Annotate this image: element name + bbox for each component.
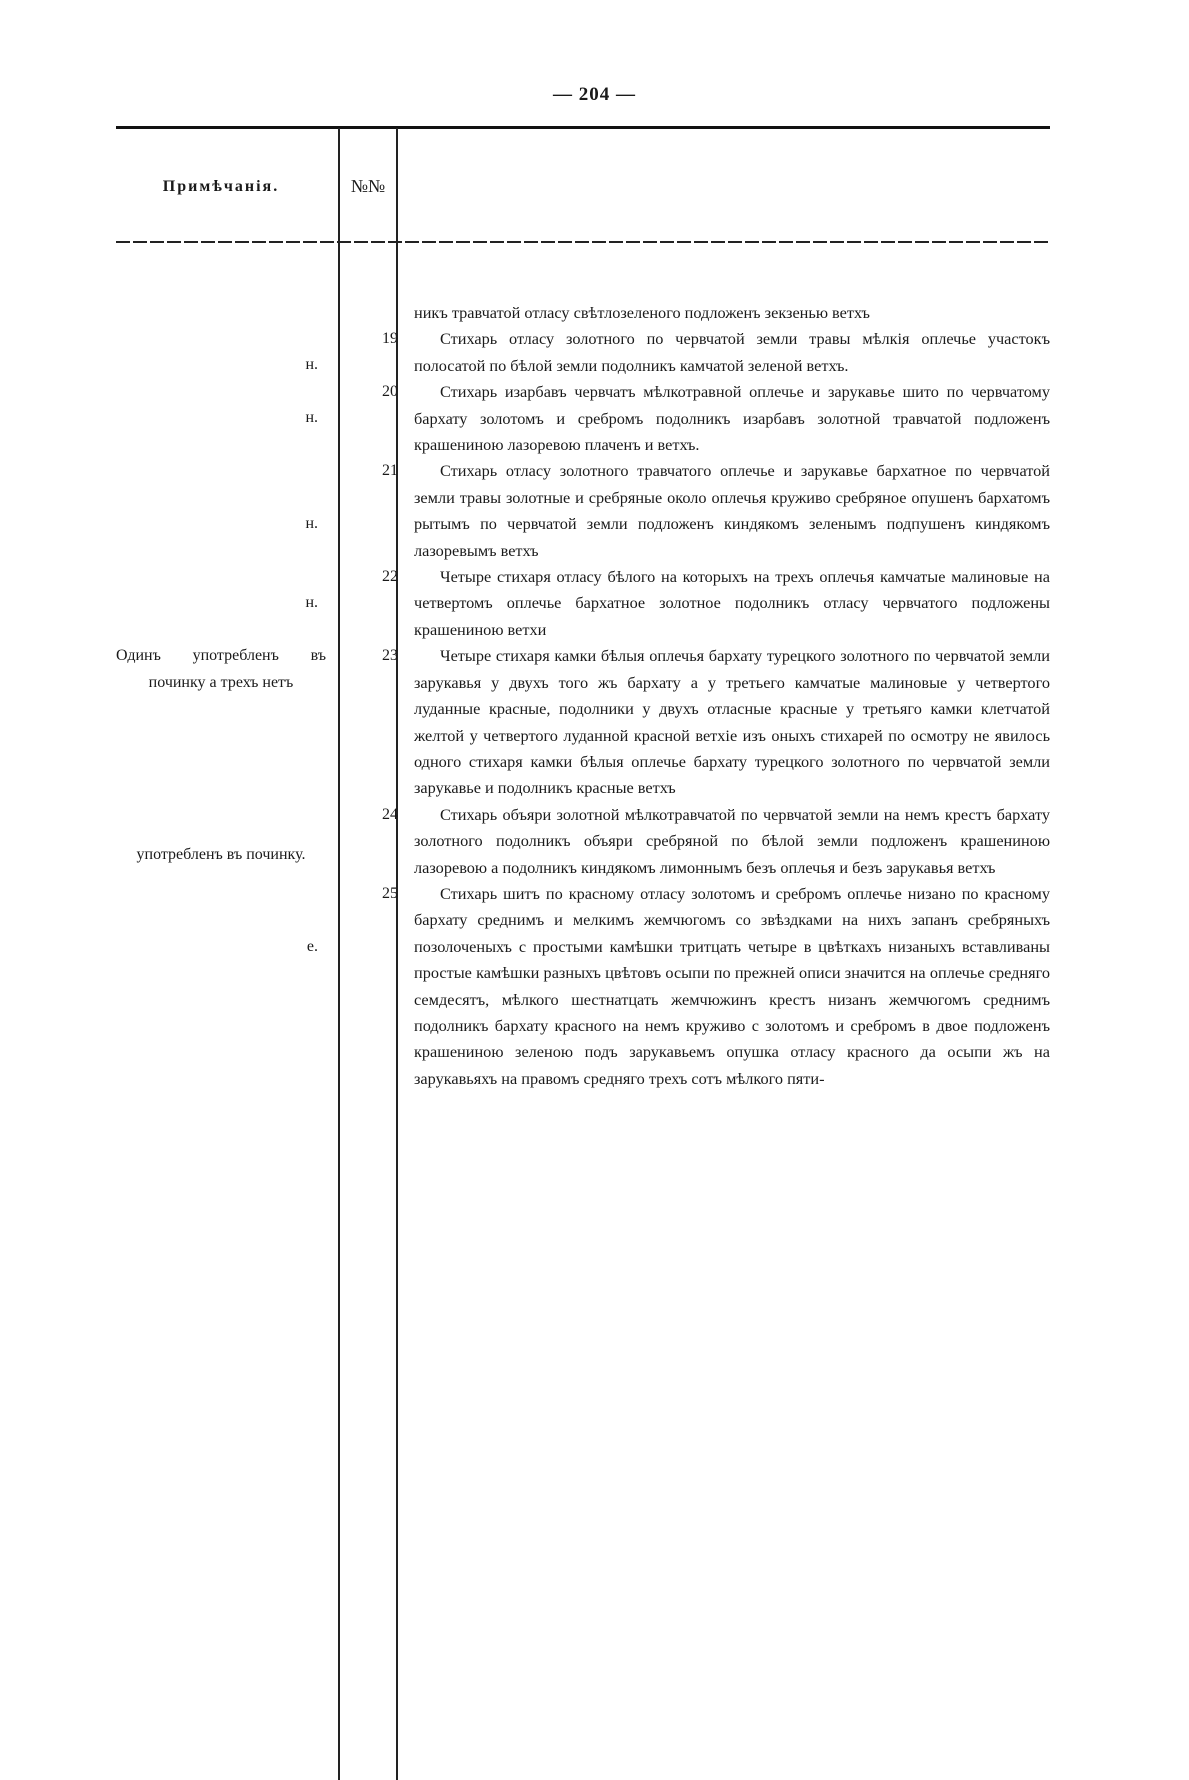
header-rule <box>116 241 1050 243</box>
entry-text: Четыре стихаря отласу бѣлого на которыхъ на трехъ оплечья камчатые малиновые на четвертомъ оплечье бархатное золотное подолникъ отласу червчатого подложены крашениною ветхи <box>414 567 1050 639</box>
entry-text: Четыре стихаря камки бѣлыя оплечья бархату турецкого золотного по червчатой земли зарукавья у двухъ того жъ бархату а у третьего камчатые малиновые у четвертого луданные красные, подолники у двухъ отласные красные у третьяго камки клетчатой желтой у четвертого луданной красной ветхіе изъ оныхъ стихарей по осмотру не явилось одного стихаря камки бѣлыя оплечье бархату турецкого золотного по червчатой земли зарукавье и подолникъ красные ветхъ <box>414 646 1050 798</box>
entry-number: 21 <box>382 462 398 480</box>
entry-text: Стихарь объяри золотной мѣлкотравчатой по червчатой земли на немъ крестъ бархату золотного подолникъ объяри сребряной по бѣлой земли подложенъ крашениною лазоревою а подолникъ киндякомъ лимоннымъ безъ оплечья и безъ зарукавья ветхъ <box>414 804 1050 877</box>
entry-number: 24 <box>382 805 398 823</box>
entry-text: Стихарь отласу золотного травчатого оплечье и зарукавье бархатное по червчатой земли травы золотные и сребряные около оплечья круживо сребряное опушенъ бархатомъ рытымъ по червчатой земли подложенъ киндякомъ зеленымъ подпушенъ киндякомъ лазоревымъ ветхъ <box>414 461 1050 560</box>
entry-number: 22 <box>382 568 398 586</box>
entry-number: 20 <box>382 383 398 401</box>
entry-note: н. <box>305 356 318 374</box>
entries-list <box>116 300 1056 1092</box>
entry-20 <box>116 379 1056 458</box>
notes-column-heading: Примѣчанія. <box>162 178 280 195</box>
entry-24 <box>116 802 1056 881</box>
entry-text: Стихарь шитъ по красному отласу золотомъ и сребромъ оплечье низано по красному бархату среднимъ и мелкимъ жемчюгомъ со звѣздками на нихъ запанъ сребряныхъ позолоченыхъ с простыми камѣшки тритцать четыре в цвѣткахъ низаныхъ вставливаны простые камѣшки разныхъ цвѣтовъ осыпи по прежней описи значится на оплечье средняго семдесятъ, мѣлкого шестнатцать жемчюжинъ крестъ низанъ жемчюгомъ среднимъ подолникъ бархату красного на немъ круживо с золотомъ и сребромъ в двое подложенъ крашениною зеленою подъ зарукавьемъ опушка отласу красного да осыпи жъ на зарукавьяхъ на правомъ средняго трехъ сотъ мѣлкого пяти- <box>414 883 1050 1088</box>
entry-number: 19 <box>382 330 398 348</box>
continuation-text: никъ травчатой отласу свѣтлозеленого подложенъ зекзенью ветхъ <box>414 303 870 322</box>
page-number: — 204 — <box>553 84 636 105</box>
numbers-column-heading: №№ <box>350 176 386 196</box>
entry-note: н. <box>305 594 318 612</box>
continuation-entry <box>116 300 1056 326</box>
entry-note: употребленъ въ починку. <box>136 845 306 863</box>
entry-22 <box>116 564 1056 643</box>
top-rule <box>116 126 1050 129</box>
entry-note: е. <box>306 937 318 955</box>
entry-19 <box>116 326 1056 379</box>
entry-25 <box>116 881 1056 1092</box>
entry-text: Стихарь изарбавъ червчатъ мѣлкотравной оплечье и зарукавье шито по червчатому бархату золотомъ и сребромъ подолникъ изарбавъ золотной травчатой подложенъ крашениною лазоревою плаченъ и ветхъ. <box>414 382 1050 455</box>
entry-note: н. <box>305 515 318 533</box>
entry-text: Стихарь отласу золотного по червчатой земли травы мѣлкія оплечье участокъ полосатой по бѣлой земли подолникъ камчатой зеленой ветхъ. <box>414 329 1050 375</box>
entry-number: 23 <box>382 647 398 665</box>
entry-note: Одинъ употребленъ въ починку а трехъ нетъ <box>116 647 326 691</box>
entry-note: н. <box>305 409 318 427</box>
entry-21 <box>116 458 1056 564</box>
entry-23 <box>116 643 1056 801</box>
entry-number: 25 <box>382 884 398 902</box>
